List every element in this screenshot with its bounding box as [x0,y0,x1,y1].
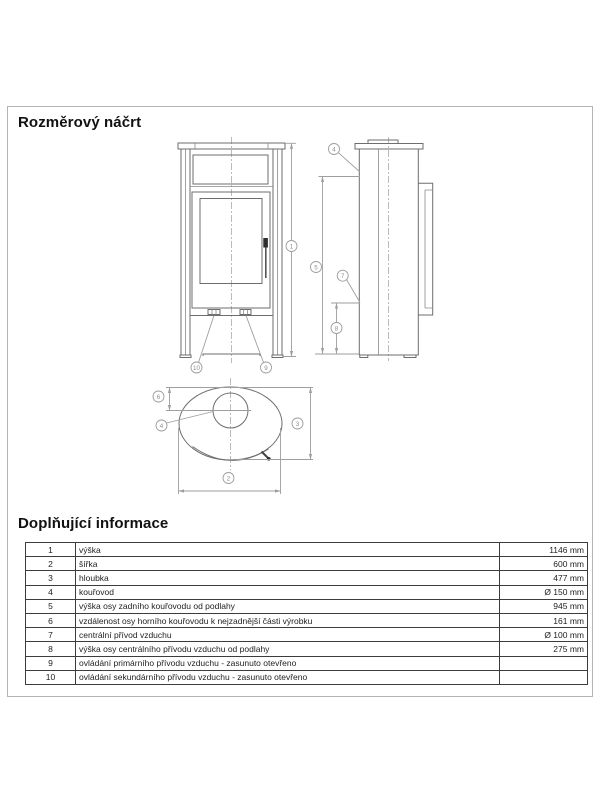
stove-front-view [178,137,297,373]
row-number: 7 [26,628,76,642]
row-value: 161 mm [500,613,588,627]
stove-side-view [311,137,433,361]
dimension-flue-to-rear [153,388,170,411]
row-number: 1 [26,543,76,557]
dimension-depth [236,388,313,460]
row-label: výška [76,543,500,557]
row-value: 600 mm [500,557,588,571]
info-section-title: Doplňující informace [18,515,169,532]
table-row [26,585,588,599]
table-row [26,642,588,656]
row-number: 10 [26,670,76,684]
svg-text:4: 4 [332,146,336,154]
table-row [26,656,588,670]
row-value: 477 mm [500,571,588,585]
row-value: 1146 mm [500,543,588,557]
svg-text:4: 4 [159,422,164,430]
additional-info-table [25,542,588,685]
svg-text:6: 6 [156,393,161,401]
svg-text:7: 7 [340,273,345,280]
row-number: 4 [26,585,76,599]
row-label: šířka [76,557,500,571]
row-number: 2 [26,557,76,571]
row-number: 6 [26,613,76,627]
table-row [26,571,588,585]
svg-text:2: 2 [226,475,231,483]
door-handle [263,238,268,278]
dimension-height [283,143,297,356]
table-row [26,613,588,627]
svg-text:8: 8 [334,325,339,333]
row-number: 9 [26,656,76,670]
row-value: 945 mm [500,599,588,613]
dimension-width [179,428,281,494]
row-number: 3 [26,571,76,585]
row-number: 5 [26,599,76,613]
table-row [26,557,588,571]
svg-text:5: 5 [314,264,318,272]
table-row [26,628,588,642]
callout-flue-top [156,412,213,432]
svg-text:10: 10 [193,364,200,372]
row-value: 275 mm [500,642,588,656]
row-value [500,670,588,684]
svg-text:9: 9 [264,364,268,372]
svg-text:3: 3 [295,420,300,428]
svg-text:1: 1 [289,243,294,251]
row-label: vzdálenost osy horního kouřovodu k nejzadnější části výrobku [76,613,500,627]
row-label: výška osy centrálního přívodu vzduchu od podlahy [76,642,500,656]
row-number: 8 [26,642,76,656]
row-label: kouřovod [76,585,500,599]
dimension-central-air-height [331,303,360,354]
row-value: Ø 150 mm [500,585,588,599]
row-label: výška osy zadního kouřovodu od podlahy [76,599,500,613]
drawing-section-title: Rozměrový náčrt [18,114,142,131]
row-label: centrální přívod vzduchu [76,628,500,642]
table-row [26,543,588,557]
air-control-sliders [208,310,251,315]
callout-central-air [337,270,360,302]
stove-top-view [153,378,313,494]
row-value [500,656,588,670]
row-value: Ø 100 mm [500,628,588,642]
table-row [26,670,588,684]
row-label: hloubka [76,571,500,585]
table-row [26,599,588,613]
row-label: ovládání primárního přívodu vzduchu - zasunuto otevřeno [76,656,500,670]
row-label: ovládání sekundárního přívodu vzduchu - zasunuto otevřeno [76,670,500,684]
